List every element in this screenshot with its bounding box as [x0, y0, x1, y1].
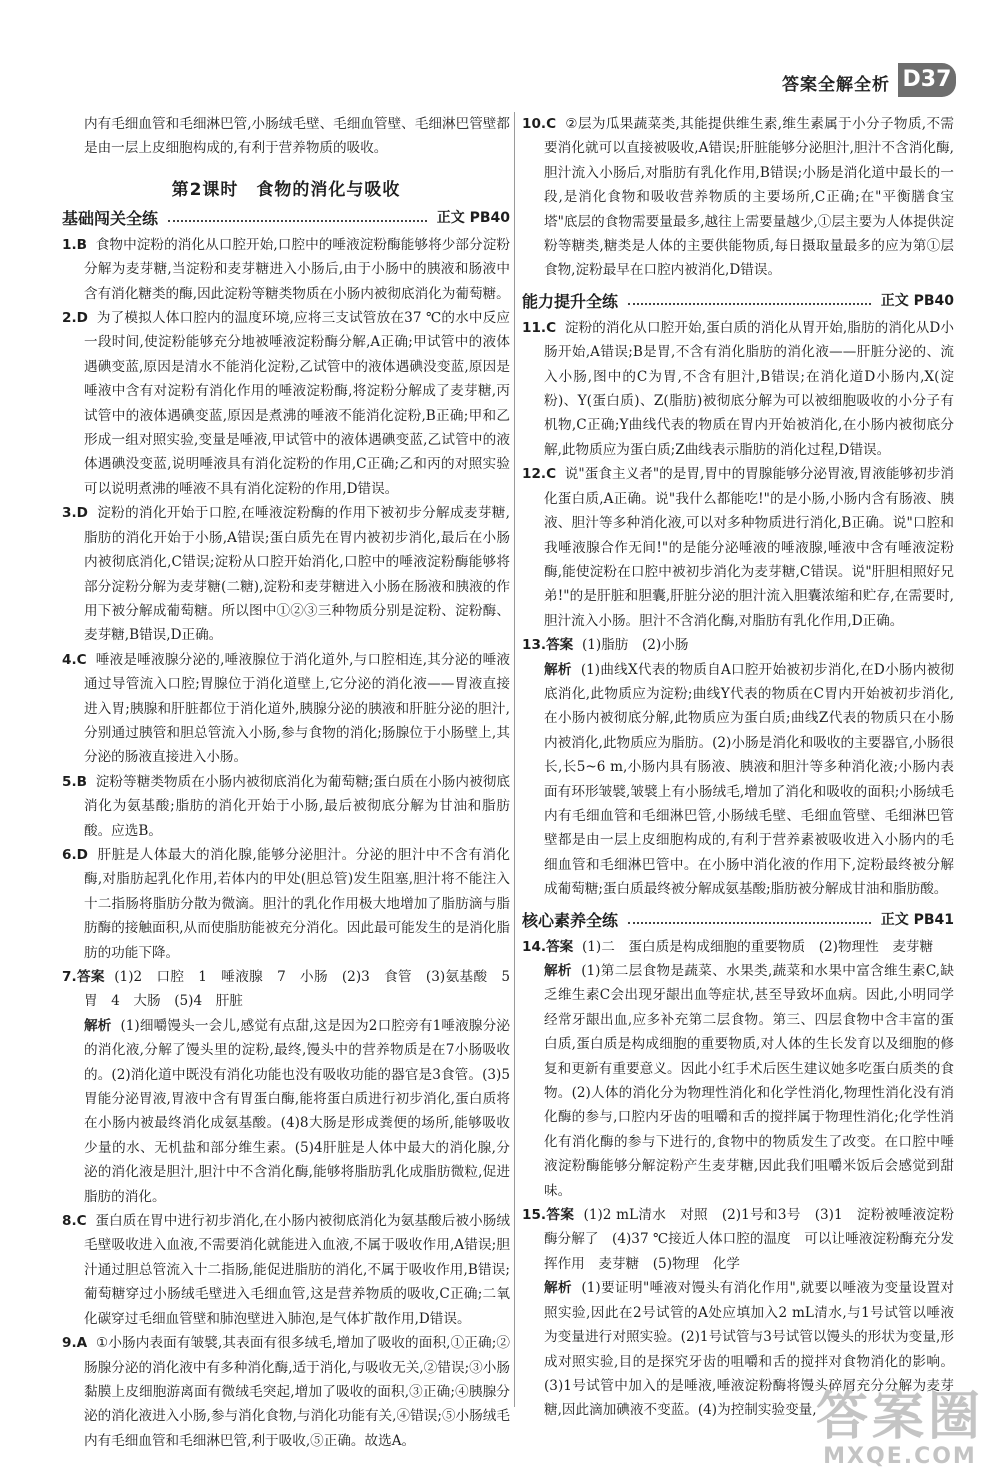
section-dots [628, 303, 871, 305]
section-ref: 正文 PB40 [880, 293, 954, 310]
section-header-ability [522, 289, 954, 312]
answer-item-1: 1.B 食物中淀粉的消化从口腔开始,口腔中的唾液淀粉酶能够将少部分淀粉分解为麦芽糖,当淀粉和麦芽糖进入小肠后,由于小肠中的胰液和肠液中含有消化糖类的酶,因此淀粉等糖类物质在小肠内被彻底消化为葡萄糖。 [62, 236, 510, 302]
section-ref: 正文 PB40 [436, 210, 510, 227]
intro-paragraph: 内有毛细血管和毛细淋巴管,小肠绒毛壁、毛细血管壁、毛细淋巴管壁都是由一层上皮细胞构成的,有利于营养物质的吸收。 [84, 116, 510, 157]
answer-item-11: 11.C 淀粉的消化从口腔开始,蛋白质的消化从胃开始,脂肪的消化从D小肠开始,A错误;B是胃,不含有消化脂肪的消化液——肝脏分泌的、流入小肠,图中的C为胃,不含有胆汁,B错误;在消化道D小肠内,X(淀粉)、Y(蛋白质)、Z(脂肪)被彻底分解为可以被细胞吸收的小分子有机物,C正确;Y曲线代表的物质在胃内开始被消化,在小肠内被彻底分解,此物质应为蛋白质;Z曲线表示脂肪的消化过程,D错误。 [522, 319, 954, 458]
header-title: 答案全解全析 [782, 75, 890, 95]
analysis-item-14: 解析 (1)第二层食物是蔬菜、水果类,蔬菜和水果中富含维生素C,缺乏维生素C会出现牙龈出血等症状,甚至导致坏血病。因此,小明同学经常牙龈出血,应多补充第二层食物。第三、四层食物中含丰富的蛋白质,蛋白质是构成细胞的重要物质,对人体的生长发育以及细胞的修复和更新有重要意义。因此小红手术后医生建议她多吃蛋白质类的食物。(2)人体的消化分为物理性消化和化学性消化,物理性消化没有消化酶的参与,口腔内牙齿的咀嚼和舌的搅拌属于物理性消化;化学性消化有消化酶的参与下进行的,食物中的物质发生了改变。在口腔中唾液淀粉酶能够分解淀粉产生麦芽糖,因此我们咀嚼米饭后会感觉到甜味。 [544, 963, 955, 1199]
answer-item-12: 12.C 说"蛋食主义者"的是胃,胃中的胃腺能够分泌胃液,胃液能够初步消化蛋白质,A正确。说"我什么都能吃!"的是小肠,小肠内含有肠液、胰液、胆汁等多种消化液,可以对多种物质进行消化,B正确。说"口腔和我唾液腺合作无间!"的是能分泌唾液的唾液腺,唾液中含有唾液淀粉酶,能使淀粉在口腔中被初步消化为麦芽糖,C错误。说"肝胆相照好兄弟!"的是肝脏和胆囊,肝脏分泌的胆汁流入胆囊浓缩和贮存,在需要时,胆汁流入小肠。胆汁不含消化酶,对脂肪有乳化作用,D正确。 [522, 466, 954, 629]
analysis-item-13: 解析 (1)曲线X代表的物质自A口腔开始被初步消化,在D小肠内被彻底消化,此物质应为淀粉;曲线Y代表的物质在C胃内开始被初步消化,在小肠内被彻底分解,此物质应为蛋白质;曲线Z代表的物质只在小肠内被消化,此物质应为脂肪。(2)小肠是消化和吸收的主要器官,小肠很长,长5~6 m,小肠内具有肠液、胰液和胆汁等多种消化液;小肠内表面有环形皱襞,皱襞上有小肠绒毛,增加了消化和吸收的面积;小肠绒毛内有毛细血管和毛细淋巴管,小肠绒毛壁、毛细血管壁、毛细淋巴管壁都是由一层上皮细胞构成的,有利于营养素被吸收进入小肠内的毛细血管和毛细淋巴管中。在小肠中消化液的作用下,淀粉最终被分解成葡萄糖;蛋白质最终被分解成氨基酸;脂肪被分解成甘油和脂肪酸。 [544, 661, 955, 898]
watermark-line-1: 答案圈 [815, 1387, 984, 1447]
section-name: 核心素养全练 [522, 910, 619, 930]
section-name: 基础闯关全练 [62, 208, 159, 228]
answer-item-8: 8.C 蛋白质在胃中进行初步消化,在小肠内被彻底消化为氨基酸后被小肠绒毛壁吸收进入血液,不需要消化就能进入血液,不属于吸收作用,A错误;胆汁通过胆总管流入十二指肠,能促进脂肪的消化,不属于吸收作用,B错误;葡萄糖穿过小肠绒毛壁进入毛细血管,这是营养物质的吸收,C正确;二氧化碳穿过毛细血管壁和肺泡壁进入肺泡,是气体扩散作用,D错误。 [62, 1213, 510, 1327]
answer-item-2: 2.D 为了模拟人体口腔内的温度环境,应将三支试管放在37 ℃的水中反应一段时间,使淀粉能够充分地被唾液淀粉酶分解,A正确;甲试管中的液体遇碘变蓝,原因是清水不能消化淀粉,乙试管中的液体遇碘没变蓝,原因是唾液中含有对淀粉有消化作用的唾液淀粉酶,将淀粉分解成了麦芽糖,丙试管中的液体遇碘变蓝,原因是煮沸的唾液不能消化淀粉,B正确;甲和乙形成一组对照实验,变量是唾液,甲试管中的液体遇碘变蓝,乙试管中的液体遇碘没变蓝,说明唾液具有消化淀粉的作用,C正确;乙和丙的对照实验可以说明煮沸的唾液不具有消化淀粉的作用,D错误。 [62, 310, 510, 497]
section-ref: 正文 PB41 [880, 912, 954, 929]
page-number-badge: D37 [898, 63, 956, 97]
section-dots [628, 922, 871, 924]
answer-item-15: 15.答案 (1)2 mL清水 对照 (2)1号和3号 (3)1 淀粉被唾液淀粉酶分解了 (4)37 ℃接近人体口腔的温度 可以让唾液淀粉酶充分发挥作用 麦芽糖 (5)物理 化学 [522, 1207, 954, 1272]
right-column [522, 112, 955, 1419]
section-header-core [522, 908, 954, 931]
answer-item-7: 7.答案 (1)2 口腔 1 唾液腺 7 小肠 (2)3 食管 (3)氨基酸 5 胃 4 大肠 (5)4 肝脏 [62, 969, 524, 1010]
watermark-logo [816, 1389, 984, 1469]
answer-item-13: 13.答案 (1)脂肪 (2)小肠 [522, 637, 689, 654]
answer-item-4: 4.C 唾液是唾液腺分泌的,唾液腺位于消化道外,与口腔相连,其分泌的唾液通过导管流入口腔;胃腺位于消化道壁上,它分泌的消化液——胃液直接进入胃;胰腺和肝脏都位于消化道外,胰腺分泌的胰液和肝脏分泌的胆汁,分别通过胰管和胆总管流入小肠,参与食物的消化;肠腺位于小肠壁上,其分泌的肠液直接进入小肠。 [62, 651, 510, 766]
watermark-line-2: MXQE.COM [823, 1444, 977, 1469]
analysis-item-15: 解析 (1)要证明"唾液对馒头有消化作用",就要以唾液为变量设置对照实验,因此在2号试管的A处应填加入2 mL清水,与1号试管以唾液为变量进行对照实验。(2)1号试管与3号试管以馒头的形状为变量,形成对照实验,目的是探究牙齿的咀嚼和舌的搅拌对食物消化的影响。(3)1号试管中加入的是唾液,唾液淀粉酶将馒头碎屑充分分解为麦芽糖,因此滴加碘液不变蓝。(4)为控制实验变量, [544, 1280, 954, 1419]
section-name: 能力提升全练 [522, 291, 619, 311]
left-column [62, 112, 524, 1449]
answer-item-5: 5.B 淀粉等糖类物质在小肠内被彻底消化为葡萄糖;蛋白质在小肠内被彻底消化为氨基酸;脂肪的消化开始于小肠,最后被彻底分解为甘油和脂肪酸。应选B。 [62, 773, 510, 839]
answer-item-3: 3.D 淀粉的消化开始于口腔,在唾液淀粉酶的作用下被初步分解成麦芽糖,脂肪的消化开始于小肠,A错误;蛋白质先在胃内被初步消化,最后在小肠内被彻底消化,C错误;淀粉从口腔开始消化,口腔中的唾液淀粉酶能够将部分淀粉分解为麦芽糖(二糖),淀粉和麦芽糖进入小肠在肠液和胰液的作用下被分解成葡萄糖。所以图中①②③三种物质分别是淀粉、淀粉酶、麦芽糖,B错误,D正确。 [62, 505, 510, 644]
column-divider [514, 112, 515, 1407]
answer-item-10: 10.C ②层为瓜果蔬菜类,其能提供维生素,维生素属于小分子物质,不需要消化就可以直接被吸收,A错误;肝脏能够分泌胆汁,胆汁不含消化酶,胆汁流入小肠后,对脂肪有乳化作用,B错误;小肠是消化道中最长的一段,是消化食物和吸收营养物质的主要场所,C正确;在"平衡膳食宝塔"底层的食物需要量最多,越往上需要量越少,①层主要为人体提供淀粉等糖类,糖类是人体的主要供能物质,每日摄取量最多的应为第①层食物,淀粉最早在口腔内被消化,D错误。 [522, 116, 954, 279]
lesson-title: 第2课时 食物的消化与吸收 [171, 179, 401, 200]
analysis-item-7: 解析 (1)细嚼馒头一会儿,感觉有点甜,这是因为2口腔旁有1唾液腺分泌的消化液,分解了馒头里的淀粉,最终,馒头中的营养物质是在7小肠吸收的。(2)消化道中既没有消化功能也没有吸收功能的器官是3食管。(3)5胃能分泌胃液,胃液中含有胃蛋白酶,能将蛋白质进行初步消化,蛋白质将在小肠内被最终消化成氨基酸。(4)8大肠是形成粪便的场所,能够吸收少量的水、无机盐和部分维生素。(5)4肝脏是人体中最大的消化腺,分泌的消化液是胆汁,胆汁中不含消化酶,能够将脂肪乳化成脂肪微粒,促进脂肪的消化。 [84, 1017, 510, 1205]
section-header-basic [62, 206, 510, 229]
answer-item-9: 9.A ①小肠内表面有皱襞,其表面有很多绒毛,增加了吸收的面积,①正确;②肠腺分泌的消化液中有多种消化酶,适于消化,与吸收无关,②错误;③小肠黏膜上皮细胞游离面有微绒毛突起,增加了吸收的面积,③正确;④胰腺分泌的消化液进入小肠,参与消化食物,与消化功能有关,④错误;⑤小肠绒毛内有毛细血管和毛细淋巴管,利于吸收,⑤正确。故选A。 [62, 1335, 510, 1449]
answer-item-14: 14.答案 (1)二 蛋白质是构成细胞的重要物质 (2)物理性 麦芽糖 [522, 938, 934, 955]
answer-item-6: 6.D 肝脏是人体最大的消化腺,能够分泌胆汁。分泌的胆汁中不含有消化酶,对脂肪起乳化作用,若体内的甲处(胆总管)发生阻塞,胆汁将不能注入十二指肠将脂肪分散为微滴。胆汁的乳化作用极大地增加了脂肪滴与脂肪酶的接触面积,从而使脂肪能被充分消化。因此最可能发生的是消化脂肪的功能下降。 [62, 846, 510, 961]
section-dots [168, 220, 427, 222]
